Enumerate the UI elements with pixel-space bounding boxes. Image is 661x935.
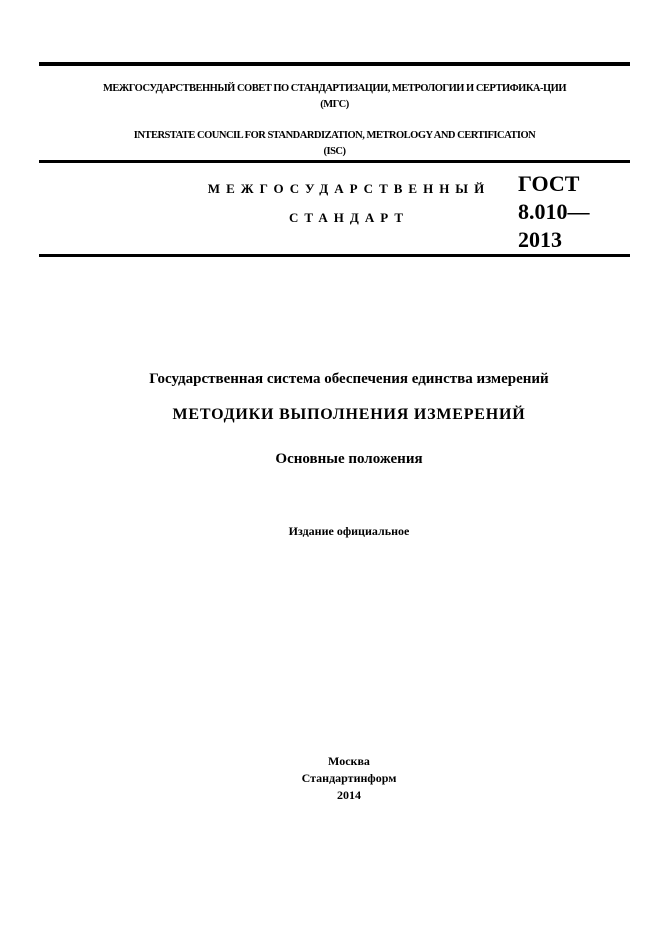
standard-designation xyxy=(518,170,628,254)
system-title: Государственная система обеспечения единства измерений xyxy=(149,371,549,387)
council-name-ru xyxy=(39,81,630,113)
bottom-rule xyxy=(39,254,630,257)
document-subtitle: Основные положения xyxy=(275,451,423,467)
imprint xyxy=(39,753,659,804)
top-rule xyxy=(39,62,630,66)
standard-kind-line1: МЕЖГОСУДАРСТВЕННЫЙ xyxy=(207,181,491,196)
imprint-year: 2014 xyxy=(337,788,361,802)
document-title: МЕТОДИКИ ВЫПОЛНЕНИЯ ИЗМЕРЕНИЙ xyxy=(172,406,526,423)
standard-kind-line2: СТАНДАРТ xyxy=(288,210,409,225)
council-name-ru-text: МЕЖГОСУДАРСТВЕННЫЙ СОВЕТ ПО СТАНДАРТИЗАЦИИ, МЕТРОЛОГИИ И СЕРТИФИКА-ЦИИ xyxy=(102,83,567,94)
council-abbr-ru: (МГС) xyxy=(320,99,349,110)
imprint-publisher: Стандартинформ xyxy=(301,771,397,785)
council-name-en-text: INTERSTATE COUNCIL FOR STANDARDIZATION, METROLOGY AND CERTIFICATION xyxy=(133,130,536,141)
council-abbr-en: (ISC) xyxy=(323,146,346,157)
imprint-city: Москва xyxy=(328,754,370,768)
council-name-en xyxy=(39,128,630,160)
standard-designation-prefix: ГОСТ xyxy=(518,171,580,196)
middle-rule xyxy=(39,160,630,163)
standard-designation-number: 8.010— xyxy=(518,199,590,224)
standard-designation-year: 2013 xyxy=(518,227,562,252)
edition-note: Издание официальное xyxy=(288,524,410,538)
